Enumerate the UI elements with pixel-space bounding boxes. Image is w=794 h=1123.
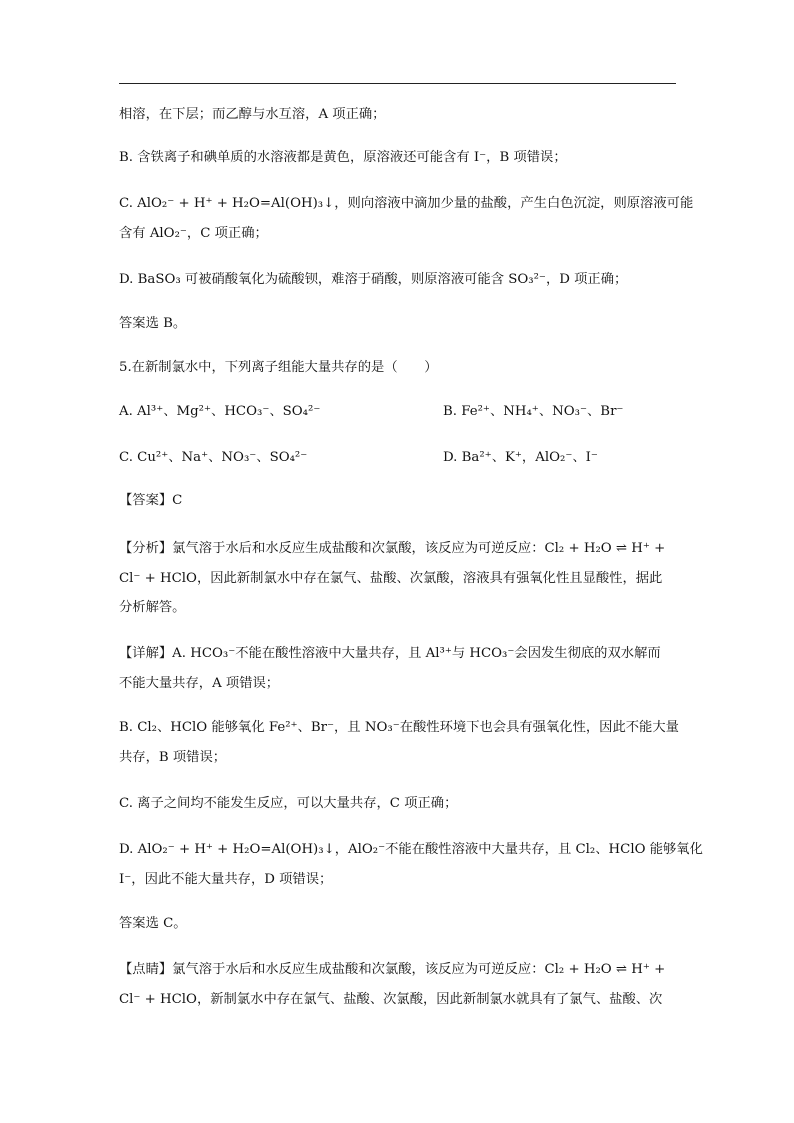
text-line: B. 含铁离子和碘单质的水溶液都是黄色，原溶液还可能含有 I⁻，B 项错误； [119, 150, 567, 165]
text-line: 含有 AlO₂⁻，C 项正确； [119, 226, 268, 241]
answer-line: 【答案】C [119, 493, 183, 508]
option-b: B. Fe²⁺、NH₄⁺、NO₃⁻、Br⁻ [443, 404, 624, 419]
option-d: D. Ba²⁺、K⁺，AlO₂⁻、I⁻ [443, 450, 598, 465]
detail-line: 共存，B 项错误； [119, 750, 227, 765]
question-stem: 5.在新制氯水中，下列离子组能大量共存的是（ ） [119, 360, 438, 375]
text-line: 答案选 B。 [119, 316, 187, 331]
detail-line: 不能大量共存，A 项错误； [119, 676, 280, 691]
detail-line: C. 离子之间均不能发生反应，可以大量共存，C 项正确； [119, 796, 458, 811]
text-line: 相溶，在下层；而乙醇与水互溶，A 项正确； [119, 107, 386, 122]
highlight-line: 【点睛】氯气溶于水后和水反应生成盐酸和次氯酸，该反应为可逆反应：Cl₂ + H₂O ⇌ H⁺ + [119, 962, 666, 977]
detail-line: 【详解】A. HCO₃⁻不能在酸性溶液中大量共存，且 Al³⁺与 HCO₃⁻会因发生彻底的双水解而 [119, 646, 661, 661]
analysis-line: Cl⁻ + HClO，因此新制氯水中存在氯气、盐酸、次氯酸，溶液具有强氧化性且显酸性，据此 [119, 571, 663, 586]
analysis-line: 分析解答。 [119, 600, 186, 615]
answer-choice-line: 答案选 C。 [119, 916, 187, 931]
detail-line: B. Cl₂、HClO 能够氧化 Fe²⁺、Br⁻，且 NO₃⁻在酸性环境下也会具有强氧化性，因此不能大量 [119, 720, 679, 735]
text-line: C. AlO₂⁻ + H⁺ + H₂O=Al(OH)₃↓，则向溶液中滴加少量的盐酸，产生白色沉淀，则原溶液可能 [119, 196, 694, 211]
analysis-line: 【分析】氯气溶于水后和水反应生成盐酸和次氯酸，该反应为可逆反应：Cl₂ + H₂O ⇌ H⁺ + [119, 541, 666, 556]
header-rule [119, 83, 676, 84]
option-c: C. Cu²⁺、Na⁺、NO₃⁻、SO₄²⁻ [119, 450, 308, 465]
text-line: D. BaSO₃ 可被硝酸氧化为硫酸钡，难溶于硝酸，则原溶液可能含 SO₃²⁻，D 项正确； [119, 272, 628, 287]
detail-line: I⁻，因此不能大量共存，D 项错误； [119, 872, 333, 887]
detail-line: D. AlO₂⁻ + H⁺ + H₂O=Al(OH)₃↓，AlO₂⁻不能在酸性溶液中大量共存，且 Cl₂、HClO 能够氧化 [119, 842, 703, 857]
option-a: A. Al³⁺、Mg²⁺、HCO₃⁻、SO₄²⁻ [119, 404, 321, 419]
highlight-line: Cl⁻ + HClO，新制氯水中存在氯气、盐酸、次氯酸，因此新制氯水就具有了氯气、盐酸、次 [119, 992, 663, 1007]
